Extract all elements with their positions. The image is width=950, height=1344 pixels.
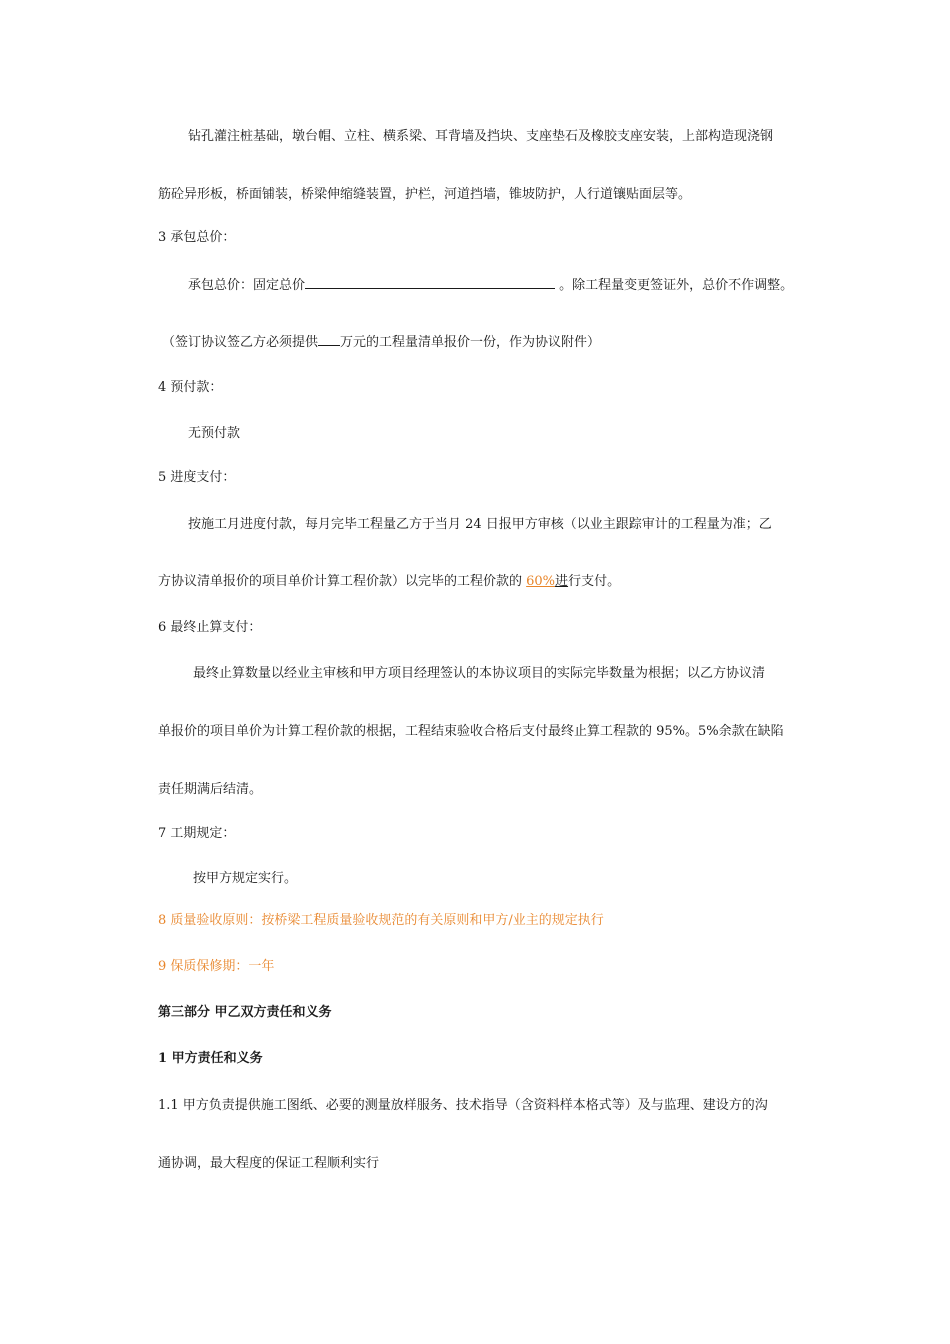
part-3-heading: 第三部分 甲乙双方责任和义务 [158,1005,332,1020]
clause-1-1-line-2: 通协调，最大程度的保证工程顺利实行 [158,1156,380,1171]
clause-1-1-line-1: 1.1 甲方负责提供施工图纸、必要的测量放样服务、技术指导（含资料样本格式等）及与监理、建设方的沟 [158,1098,768,1113]
total-price-line [188,275,793,295]
scope-paragraph-line-2: 筋砼异形板，桥面铺装，桥梁伸缩缝装置，护栏，河道挡墙，锥坡防护，人行道镶贴面层等。 [158,187,692,202]
party-a-duties-heading: 1 甲方责任和义务 [158,1051,263,1066]
total-price-blank [305,275,555,289]
final-payment-line-3: 责任期满后结清。 [158,782,263,797]
bill-note-prefix: （签订协议签乙方必须提供 [162,335,319,350]
progress-payment-text: 方协议清单报价的项目单价计算工程价款）以完毕的工程价款的 [158,574,527,589]
final-payment-line-2: 单报价的项目单价为计算工程价款的根据，工程结束验收合格后支付最终止算工程款的 95%。5%余款在缺陷 [158,724,784,739]
amount-blank [318,332,340,346]
section-7-heading: 7 工期规定： [158,826,236,841]
final-payment-line-1: 最终止算数量以经业主审核和甲方项目经理签认的本协议项目的实际完毕数量为根据；以乙方协议清 [193,666,766,681]
total-price-label: 承包总价：固定总价 [188,278,306,293]
scope-paragraph-line-1: 钻孔灌注桩基础，墩台帽、立柱、横系梁、耳背墙及挡块、支座垫石及橡胶支座安装，上部构造现浇钢 [188,129,774,144]
section-9-warranty: 9 保质保修期：一年 [158,959,275,974]
section-5-heading: 5 进度支付： [158,470,236,485]
total-price-note: 。除工程量变更签证外，总价不作调整。 [555,278,794,293]
progress-payment-line-1: 按施工月进度付款，每月完毕工程量乙方于当月 24 日报甲方审核（以业主跟踪审计的工程量为准；乙 [188,517,772,532]
no-advance-payment: 无预付款 [188,426,241,441]
payment-underlined-char: 进 [555,574,569,589]
section-4-heading: 4 预付款： [158,380,223,395]
section-8-quality-acceptance: 8 质量验收原则：按桥梁工程质量验收规范的有关原则和甲方/业主的规定执行 [158,913,604,928]
bill-note-suffix: 万元的工程量清单报价一份，作为协议附件） [340,335,601,350]
progress-payment-end: 行支付。 [568,574,621,589]
bill-of-quantities-note [162,332,600,352]
schedule-rule: 按甲方规定实行。 [193,871,298,886]
section-6-heading: 6 最终止算支付： [158,620,262,635]
progress-payment-line-2 [158,573,620,591]
section-3-heading: 3 承包总价： [158,230,236,245]
payment-percentage: 60% [526,574,556,589]
